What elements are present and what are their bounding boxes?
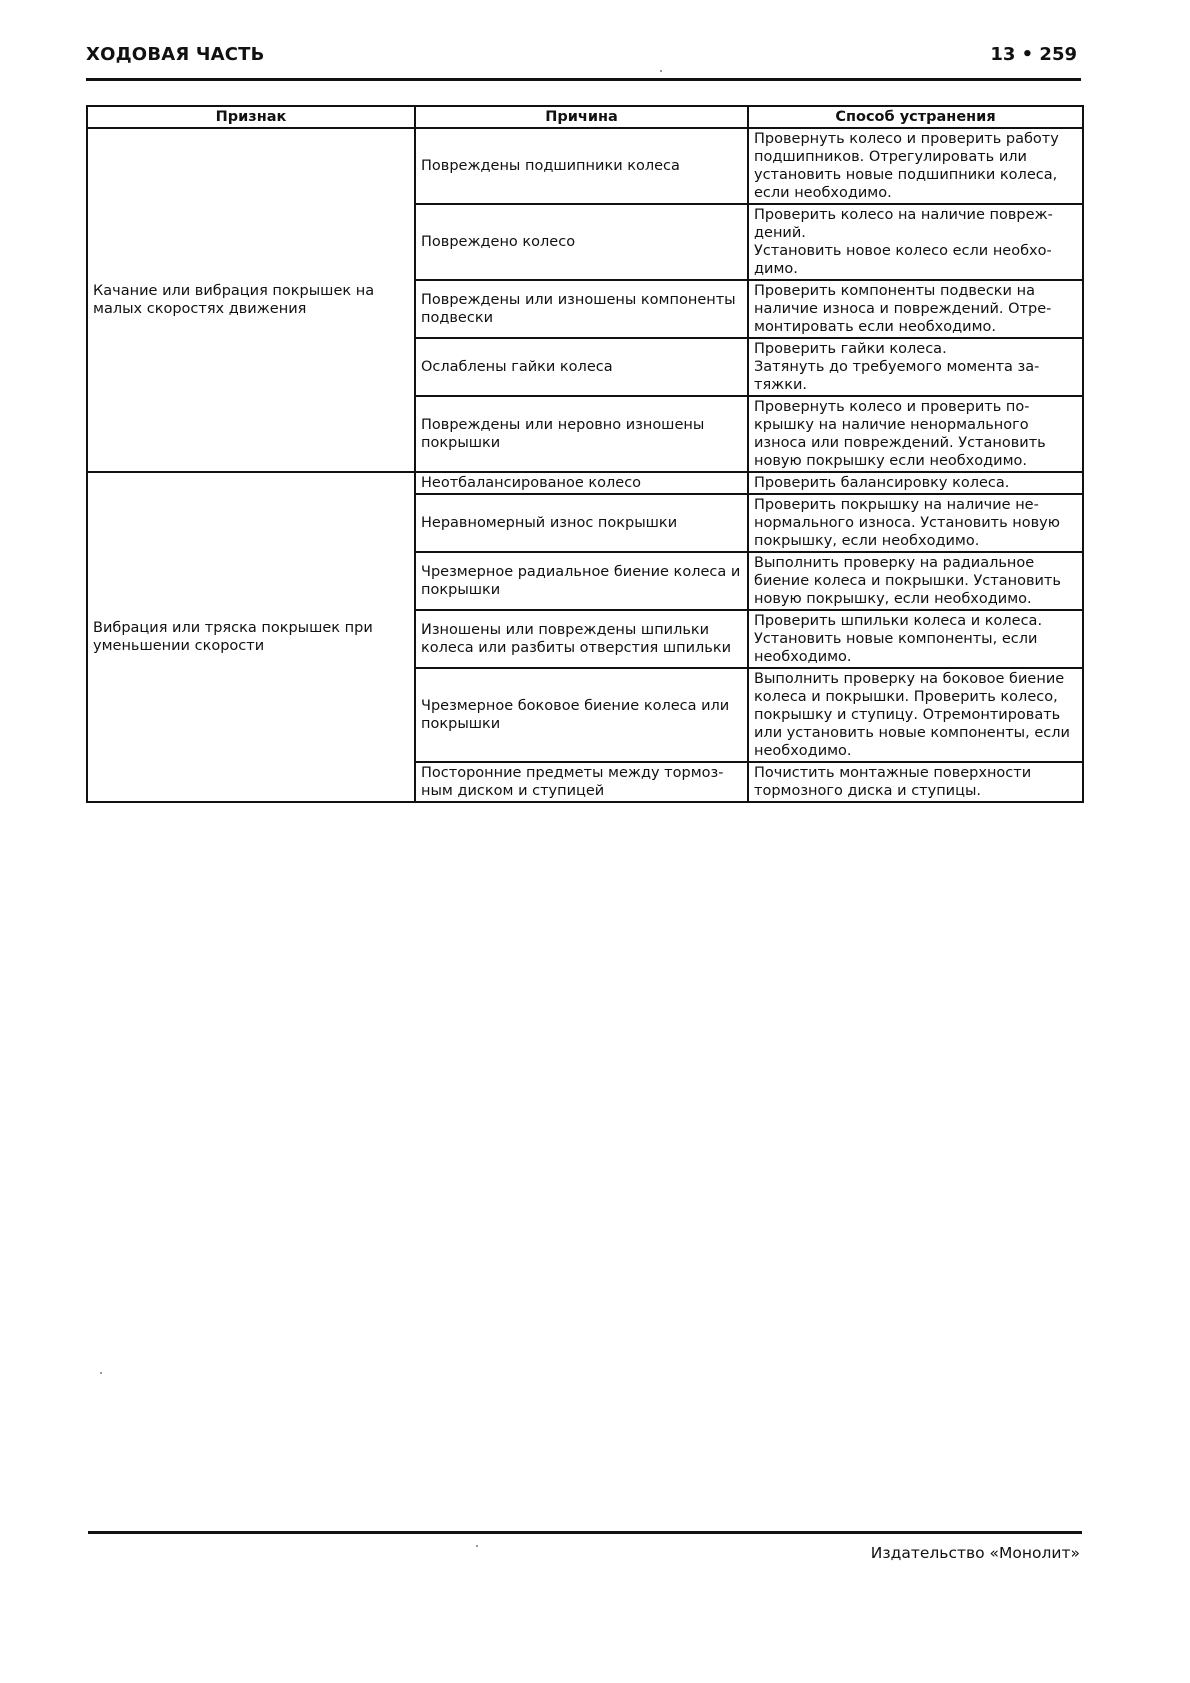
cause-cell: Посторонние предметы между тормозным диском и ступицей — [415, 762, 748, 802]
table-row — [87, 472, 1083, 494]
scan-speck — [476, 1545, 478, 1547]
fix-cell: Почистить монтажные поверхности тормозного диска и ступицы. — [748, 762, 1083, 802]
fix-cell: Выполнить проверку на боковое биение колеса и покрышки. Проверить колесо, покрышку и ступицу. Отремонтировать или установить новые компоненты, если необходимо. — [748, 668, 1083, 762]
cause-cell: Повреждены или изношены компоненты подвески — [415, 280, 748, 338]
scan-speck — [100, 1372, 102, 1374]
fix-cell: Проверить шпильки колеса и колеса. Установить новые компоненты, если необходимо. — [748, 610, 1083, 668]
page-header — [86, 38, 1081, 81]
fix-cell: Проверить балансировку колеса. — [748, 472, 1083, 494]
cause-cell: Повреждены или неровно изношены покрышки — [415, 396, 748, 472]
fix-cell: Проверить компоненты подвески на наличие износа и повреждений. Отремонтировать если необходимо. — [748, 280, 1083, 338]
section-title: ХОДОВАЯ ЧАСТЬ — [86, 44, 265, 65]
fix-cell: Провернуть колесо и проверить работу подшипников. Отрегулировать или установить новые подшипники колеса, если необходимо. — [748, 128, 1083, 204]
scan-speck — [660, 70, 662, 72]
diagnostics-table — [86, 105, 1084, 803]
cause-cell: Изношены или повреждены шпильки колеса или разбиты отверстия шпильки — [415, 610, 748, 668]
fix-cell: Провернуть колесо и проверить покрышку на наличие ненормального износа или повреждений. Установить новую покрышку если необходимо. — [748, 396, 1083, 472]
cause-cell: Чрезмерное радиальное биение колеса и покрышки — [415, 552, 748, 610]
fix-cell: Проверить гайки колеса. Затянуть до требуемого момента затяжки. — [748, 338, 1083, 396]
table-row — [87, 128, 1083, 204]
fix-cell: Проверить колесо на наличие повреждений. Установить новое колесо если необходимо. — [748, 204, 1083, 280]
table-header-row — [87, 106, 1083, 128]
cause-cell: Повреждено колесо — [415, 204, 748, 280]
column-header-symptom: Признак — [87, 106, 415, 128]
publisher-name: Издательство «Монолит» — [870, 1544, 1080, 1562]
page-footer — [88, 1531, 1082, 1562]
cause-cell: Повреждены подшипники колеса — [415, 128, 748, 204]
column-header-fix: Способ устранения — [748, 106, 1083, 128]
page-number: 13 • 259 — [990, 44, 1077, 65]
symptom-cell: Качание или вибрация покрышек на малых скоростях движения — [87, 128, 415, 472]
fix-cell: Проверить покрышку на наличие ненормального износа. Установить новую покрышку, если необходимо. — [748, 494, 1083, 552]
cause-cell: Ослаблены гайки колеса — [415, 338, 748, 396]
cause-cell: Чрезмерное боковое биение колеса или покрышки — [415, 668, 748, 762]
cause-cell: Неотбалансированое колесо — [415, 472, 748, 494]
fix-cell: Выполнить проверку на радиальное биение колеса и покрышки. Установить новую покрышку, если необходимо. — [748, 552, 1083, 610]
symptom-cell: Вибрация или тряска покрышек при уменьшении скорости — [87, 472, 415, 802]
cause-cell: Неравномерный износ покрышки — [415, 494, 748, 552]
column-header-cause: Причина — [415, 106, 748, 128]
